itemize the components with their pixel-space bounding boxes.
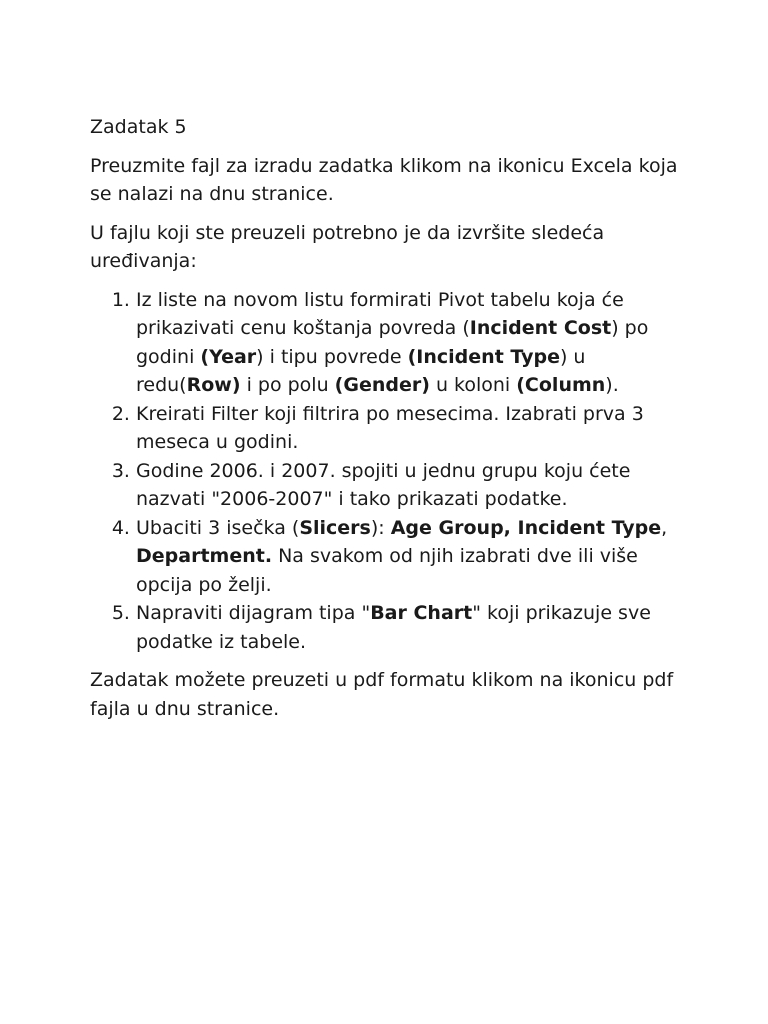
task-list	[90, 286, 680, 657]
text-run: ) po godini	[136, 317, 649, 368]
bold-term: Department.	[136, 545, 273, 567]
text-run: Godine 2006. i 2007. spojiti u jednu grupu koju ćete nazvati "2006-2007" i tako prikazati podatke.	[136, 459, 631, 510]
text-run: Kreirati Filter koji filtrira po mesecima. Izabrati prva 3 meseca u godini.	[136, 402, 644, 453]
text-run: Napraviti dijagram tipa "	[136, 602, 371, 624]
text-run: ):	[370, 516, 391, 539]
bold-term: Bar Chart	[370, 602, 473, 624]
text-run: Ubaciti 3 isečka (	[136, 516, 300, 539]
task-item-2	[136, 400, 680, 457]
text-run: ) i tipu povrede	[256, 345, 408, 368]
text-run: u koloni	[429, 374, 517, 396]
text-run: i po polu	[240, 374, 335, 396]
task-item-4	[136, 514, 680, 600]
bold-term: (Column	[516, 374, 606, 396]
text-run: " koji prikazuje sve podatke iz tabele.	[136, 602, 651, 653]
bold-term: Age Group, Incident Type	[390, 516, 662, 539]
task-item-1	[136, 286, 680, 400]
bold-term: (Gender)	[334, 374, 430, 396]
intro-paragraph-tasks: U fajlu koji ste preuzeli potrebno je da izvršite sledeća uređivanja:	[90, 221, 605, 272]
task-item-5	[136, 599, 680, 656]
text-run: Na svakom od njih izabrati dve ili više opcija po želji.	[136, 545, 638, 596]
task-item-3	[136, 457, 680, 514]
bold-term: Row)	[186, 374, 241, 396]
bold-term: (Year	[200, 345, 257, 368]
outro-paragraph: Zadatak možete preuzeti u pdf formatu klikom na ikonicu pdf fajla u dnu stranice.	[90, 669, 674, 720]
text-run: ) u redu(	[136, 345, 586, 396]
bold-term: (Incident Type	[407, 345, 560, 368]
bold-term: Slicers	[299, 516, 371, 539]
text-run: ).	[605, 374, 619, 396]
document-title: Zadatak 5	[90, 116, 187, 138]
text-run: Iz liste na novom listu formirati Pivot tabelu koja će prikazivati cenu koštanja povreda (	[136, 288, 624, 339]
document-body	[90, 113, 680, 733]
bold-term: Incident Cost	[469, 317, 612, 339]
intro-paragraph-download: Preuzmite fajl za izradu zadatka klikom na ikonicu Excela koja se nalazi na dnu stranice.	[90, 154, 678, 205]
text-run: ,	[661, 516, 668, 539]
